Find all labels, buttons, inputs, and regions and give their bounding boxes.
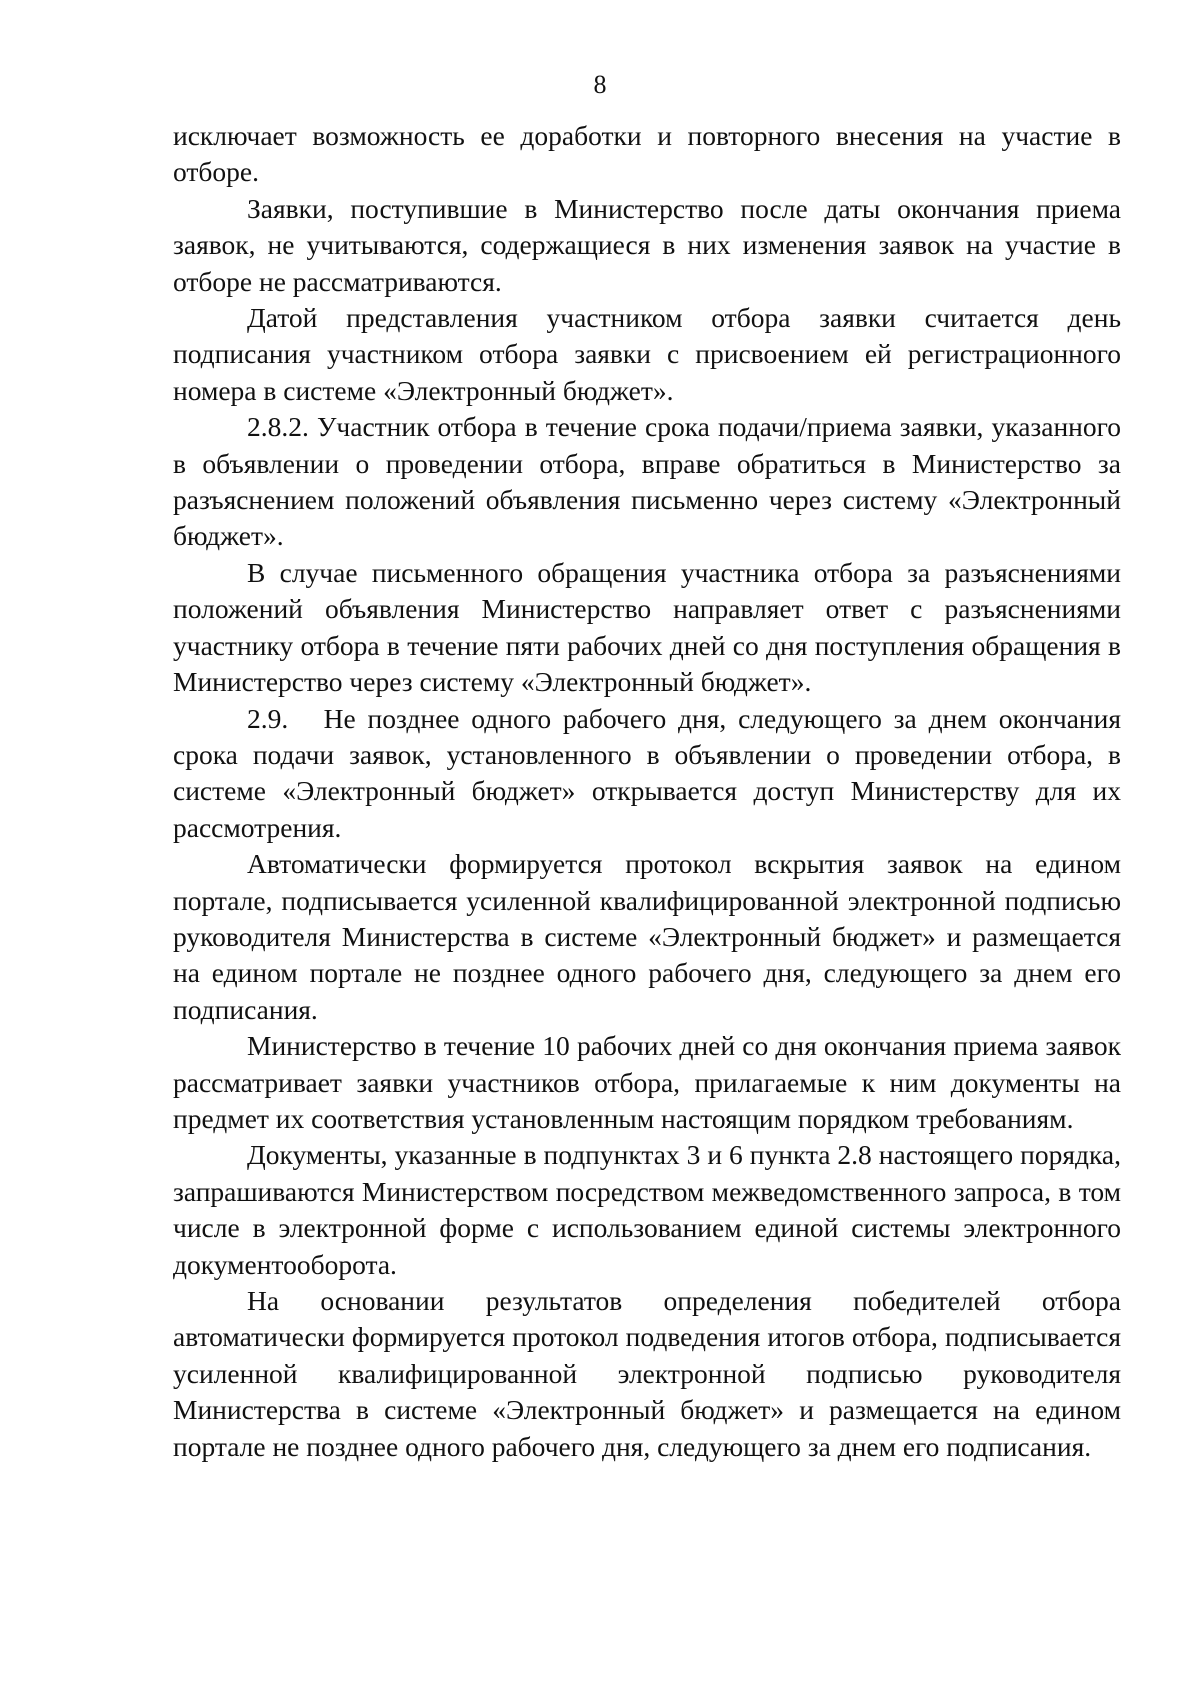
paragraph-2-9: 2.9. Не позднее одного рабочего дня, следующего за днем окончания срока подачи заявок, установленного в объявлении о проведении отбора, в системе «Электронный бюджет» открывается доступ Министерству для их рассмотрения. bbox=[173, 702, 1121, 843]
paragraph-late-applications: Заявки, поступившие в Министерство после даты окончания приема заявок, не учитываются, содержащиеся в них изменения заявок на участие в отборе не рассматриваются. bbox=[173, 192, 1121, 297]
paragraph-continuation: исключает возможность ее доработки и повторного внесения на участие в отборе. bbox=[173, 120, 1121, 188]
paragraph-submission-date: Датой представления участником отбора заявки считается день подписания участником отбора заявки с присвоением ей регистрационного номера в системе «Электронный бюджет». bbox=[173, 302, 1121, 406]
paragraph-results-protocol: На основании результатов определения победителей отбора автоматически формируется протокол подведения итогов отбора, подписывается усиленной квалифицированной электронной подписью руководителя Министерства в системе «Электронный бюджет» и размещается на едином портале не позднее одного рабочего дня, следующего за днем его подписания. bbox=[173, 1285, 1121, 1462]
document-body bbox=[173, 118, 1121, 1465]
page-number: 8 bbox=[593, 70, 607, 99]
paragraph-interagency-request: Документы, указанные в подпунктах 3 и 6 пункта 2.8 настоящего порядка, запрашиваются Министерством посредством межведомственного запроса, в том числе в электронной форме с использованием единой системы электронного документооборота. bbox=[173, 1139, 1121, 1280]
paragraph-opening-protocol: Автоматически формируется протокол вскрытия заявок на едином портале, подписывается усиленной квалифицированной электронной подписью руководителя Министерства в системе «Электронный бюджет» и размещается на едином портале не позднее одного рабочего дня, следующего за днем его подписания. bbox=[173, 848, 1121, 1025]
paragraph-review-period: Министерство в течение 10 рабочих дней со дня окончания приема заявок рассматривает заявки участников отбора, прилагаемые к ним документы на предмет их соответствия установленным настоящим порядком требованиям. bbox=[173, 1030, 1121, 1134]
paragraph-written-request: В случае письменного обращения участника отбора за разъяснениями положений объявления Министерство направляет ответ с разъяснениями участнику отбора в течение пяти рабочих дней со дня поступления обращения в Министерство через систему «Электронный бюджет». bbox=[173, 556, 1121, 698]
paragraph-2-8-2: 2.8.2. Участник отбора в течение срока подачи/приема заявки, указанного в объявлении о проведении отбора, вправе обратиться в Министерство за разъяснением положений объявления письменно через систему «Электронный бюджет». bbox=[173, 411, 1121, 552]
